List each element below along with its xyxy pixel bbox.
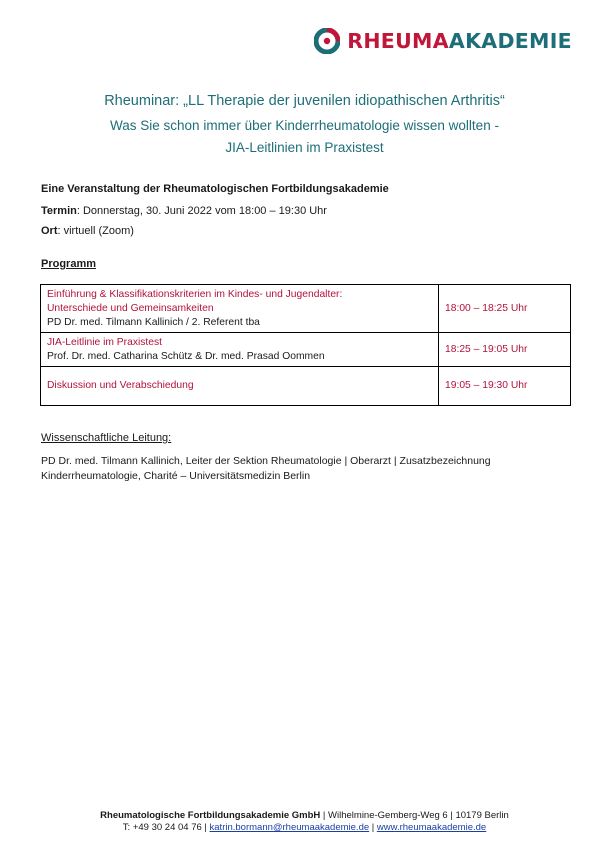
logo-text-rheuma: RHEUMA (347, 29, 449, 53)
footer-line-2 (0, 822, 609, 833)
termin-value: : Donnerstag, 30. Juni 2022 vom 18:00 – 19:30 Uhr (76, 205, 327, 217)
session-speaker: PD Dr. med. Tilmann Kallinich / 2. Referent tba (47, 316, 260, 328)
footer-address: | Wilhelmine-Gemberg-Weg 6 | 10179 Berlin (320, 810, 509, 821)
programm-table (40, 284, 571, 406)
footer-company: Rheumatologische Fortbildungsakademie GmbH (100, 810, 321, 821)
ort-label: Ort (41, 225, 58, 237)
logo (314, 28, 572, 54)
table-row (41, 285, 571, 333)
session-title: Einführung & Klassifikationskriterien im Kindes- und Jugendalter: (47, 288, 343, 300)
footer-phone: T: +49 30 24 04 76 (122, 822, 202, 833)
footer-separator: | (369, 822, 377, 833)
session-title-cont: Unterschiede und Gemeinsamkeiten (47, 302, 214, 314)
page-subtitle-2: JIA-Leitlinien im Praxistest (225, 140, 384, 155)
session-cell (41, 333, 439, 367)
leitung-text: PD Dr. med. Tilmann Kallinich, Leiter der Sektion Rheumatologie | Oberarzt | Zusatzbezeichnung Kinderrheumatologie, Charité – Universitätsmedizin Berlin (41, 455, 491, 482)
footer-separator: | (201, 822, 210, 833)
session-time: 19:05 – 19:30 Uhr (439, 367, 571, 406)
session-speaker: Prof. Dr. med. Catharina Schütz & Dr. med. Prasad Oommen (47, 350, 325, 362)
table-row (41, 333, 571, 367)
session-time: 18:25 – 19:05 Uhr (439, 333, 571, 367)
footer-line-1 (0, 810, 609, 821)
page-title: Rheuminar: „LL Therapie der juvenilen idiopathischen Arthritis“ (104, 93, 505, 109)
website-link[interactable]: www.rheumaakademie.de (376, 822, 487, 833)
termin-label: Termin (41, 205, 77, 217)
logo-icon (314, 28, 340, 54)
session-title: Diskussion und Verabschiedung (47, 380, 194, 391)
leitung-heading: Wissenschaftliche Leitung: (41, 432, 172, 444)
organizer-line: Eine Veranstaltung der Rheumatologischen Fortbildungsakademie (41, 183, 389, 195)
session-cell (41, 367, 439, 406)
ort-line (41, 225, 134, 237)
programm-heading: Programm (41, 258, 97, 270)
session-time: 18:00 – 18:25 Uhr (439, 285, 571, 333)
termin-line (41, 205, 327, 217)
session-title: JIA-Leitlinie im Praxistest (47, 336, 163, 348)
ort-value: : virtuell (Zoom) (57, 225, 134, 237)
page-subtitle-1: Was Sie schon immer über Kinderrheumatologie wissen wollten - (110, 118, 499, 133)
table-row (41, 367, 571, 406)
session-cell (41, 285, 439, 333)
logo-text-akademie: AKADEMIE (448, 29, 572, 53)
email-link[interactable]: katrin.bormann@rheumaakademie.de (209, 822, 370, 833)
